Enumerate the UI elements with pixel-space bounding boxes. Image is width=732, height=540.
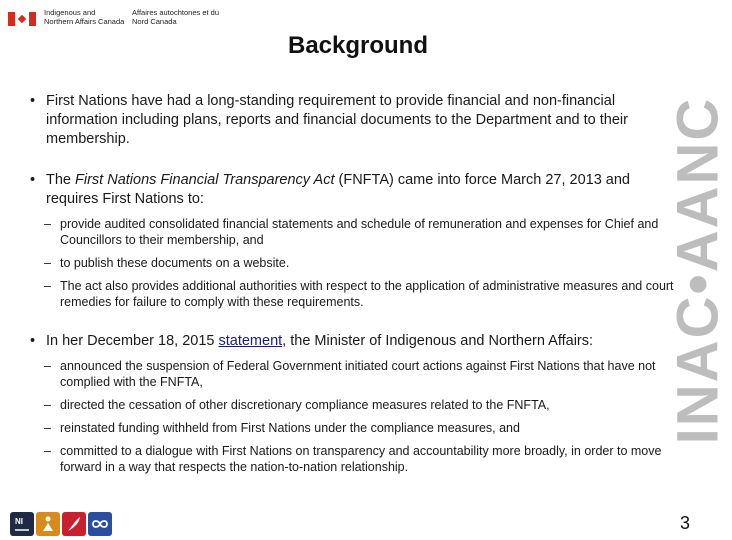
sub-bullet-item: – committed to a dialogue with First Nations on transparency and accountability more broadly, in order to move forward in a way that respects the nation-to-nation relationship. — [44, 444, 662, 474]
first-nations-logo-icon — [10, 512, 34, 536]
canada-flag-icon — [8, 12, 36, 26]
bullet-item: • In her December 18, 2015 statement, the Minister of Indigenous and Northern Affairs: — [30, 333, 594, 349]
bullet-text: First Nations have had a long-standing requirement to provide financial and non-financial information including plans, reports and financial documents to the Department and to their membership. — [46, 93, 628, 147]
page-title: Background — [287, 32, 428, 59]
inac-aanc-watermark: INAC•AANC — [665, 96, 731, 444]
sub-bullet-item: – announced the suspension of Federal Government initiated court actions against First Nations that have not complied with the FNFTA, — [44, 359, 656, 389]
footer-logos — [10, 512, 112, 536]
page-number: 3 — [679, 513, 690, 533]
bullet-item: • The First Nations Financial Transparency Act (FNFTA) came into force March 27, 2013 and requires First Nations to: — [30, 172, 630, 207]
sub-bullet-item: – to publish these documents on a website. — [44, 256, 290, 270]
act-name: First Nations Financial Transparency Act — [75, 172, 335, 188]
department-name-french: Affaires autochtones et du Nord Canada — [132, 8, 220, 26]
bullet-item: • First Nations have had a long-standing requirement to provide financial and non-financial information including plans, reports and financial documents to the Department and to their membership. — [30, 93, 628, 147]
sub-bullet-item: – The act also provides additional authorities with respect to the application of administrative measures and court remedies for failure to comply with these requirements. — [44, 279, 674, 309]
sub-bullet-item: – provide audited consolidated financial statements and schedule of remuneration and expenses for Chief and Councillors to their membership, and — [44, 217, 659, 247]
slide-content — [30, 92, 680, 475]
svg-text:NI: NI — [15, 517, 23, 526]
sub-bullet-item: – reinstated funding withheld from First Nations under the compliance measures, and — [44, 421, 520, 435]
inuit-figure-logo-icon — [36, 512, 60, 536]
statement-link[interactable]: statement — [218, 333, 283, 349]
sub-bullet-item: – directed the cessation of other discretionary compliance measures related to the FNFTA, — [44, 398, 550, 412]
infinity-logo-icon — [88, 512, 112, 536]
feather-logo-icon — [62, 512, 86, 536]
department-name-english: Indigenous and Northern Affairs Canada — [44, 8, 125, 26]
